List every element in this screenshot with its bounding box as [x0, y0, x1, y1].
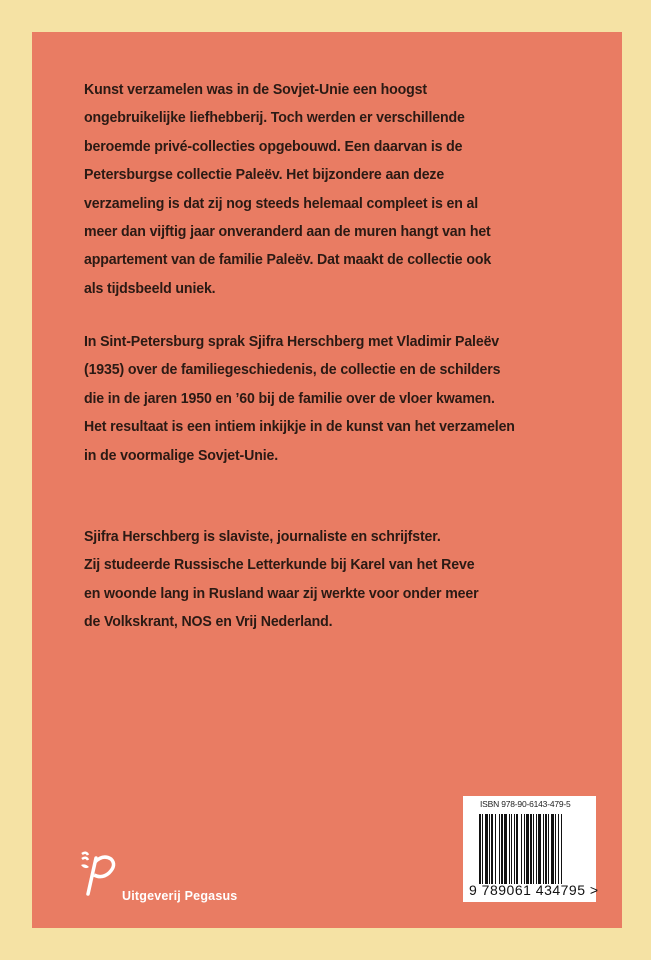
text-line: Sjifra Herschberg is slaviste, journaliste en schrijfster.: [84, 529, 441, 545]
text-line: meer dan vijftig jaar onveranderd aan de muren hangt van het: [84, 224, 491, 241]
publisher-name: Uitgeverij Pegasus: [122, 889, 238, 903]
barcode-bar: [530, 814, 532, 884]
author-bio-paragraph: [84, 523, 478, 637]
text-line: de Volkskrant, NOS en Vrij Nederland.: [84, 614, 333, 631]
barcode-bar: [526, 814, 529, 884]
barcode-bar: [479, 814, 481, 884]
barcode-bar: [499, 814, 500, 884]
barcode-bar: [509, 814, 510, 884]
barcode-bar: [504, 814, 507, 884]
barcode-bar: [482, 814, 483, 884]
barcode-bar: [561, 814, 562, 884]
text-line: In Sint-Petersburg sprak Sjifra Herschberg met Vladimir Paleëv: [84, 334, 500, 350]
text-line: en woonde lang in Rusland waar zij werkte voor onder meer: [84, 585, 479, 602]
barcode-bar: [538, 814, 541, 884]
barcode-bar: [524, 814, 525, 884]
barcode-bar: [551, 814, 554, 884]
barcode-bar: [516, 814, 518, 884]
barcode-bar: [491, 814, 493, 884]
text-line: Kunst verzamelen was in de Sovjet-Unie een hoogst: [84, 82, 427, 98]
text-line: die in de jaren 1950 en ’60 bij de familie over de vloer kwamen.: [84, 390, 495, 407]
text-line: beroemde privé-collecties opgebouwd. Een daarvan is de: [84, 138, 463, 155]
barcode-bar: [485, 814, 488, 884]
text-line: Zij studeerde Russische Letterkunde bij Karel van het Reve: [84, 557, 475, 574]
back-cover-panel: [32, 32, 622, 928]
text-line: appartement van de familie Paleëv. Dat maakt de collectie ook: [84, 252, 492, 269]
barcode-bar: [543, 814, 544, 884]
text-line: Petersburgse collectie Paleëv. Het bijzondere aan deze: [84, 167, 445, 184]
text-line: Het resultaat is een intiem inkijkje in de kunst van het verzamelen: [84, 419, 515, 436]
isbn-label: ISBN 978-90-6143-479-5: [480, 799, 571, 809]
barcode-bar: [536, 814, 537, 884]
text-line: verzameling is dat zij nog steeds helemaal compleet is en al: [84, 195, 479, 212]
text-line: ongebruikelijke liefhebberij. Toch werden er verschillende: [84, 110, 465, 127]
text-line: in de voormalige Sovjet-Unie.: [84, 447, 279, 464]
barcode-bars: [479, 814, 585, 884]
barcode-bar: [514, 814, 515, 884]
barcode-bar: [521, 814, 522, 884]
barcode-bar: [533, 814, 534, 884]
pegasus-logo-icon: [78, 850, 122, 901]
barcode-bar: [489, 814, 490, 884]
barcode-digits: 9 789061 434795 >: [469, 882, 599, 898]
barcode-bar: [511, 814, 512, 884]
text-line: (1935) over de familiegeschiedenis, de collectie en de schilders: [84, 362, 501, 379]
barcode-bar: [555, 814, 556, 884]
blurb-paragraph-2: [84, 328, 515, 470]
isbn-barcode: [463, 796, 599, 902]
barcode-bar: [501, 814, 503, 884]
barcode-bar: [558, 814, 559, 884]
barcode-bar: [548, 814, 549, 884]
blurb-paragraph-1: [84, 76, 491, 303]
barcode-bar: [545, 814, 547, 884]
text-line: als tijdsbeeld uniek.: [84, 280, 216, 297]
barcode-bar: [495, 814, 496, 884]
